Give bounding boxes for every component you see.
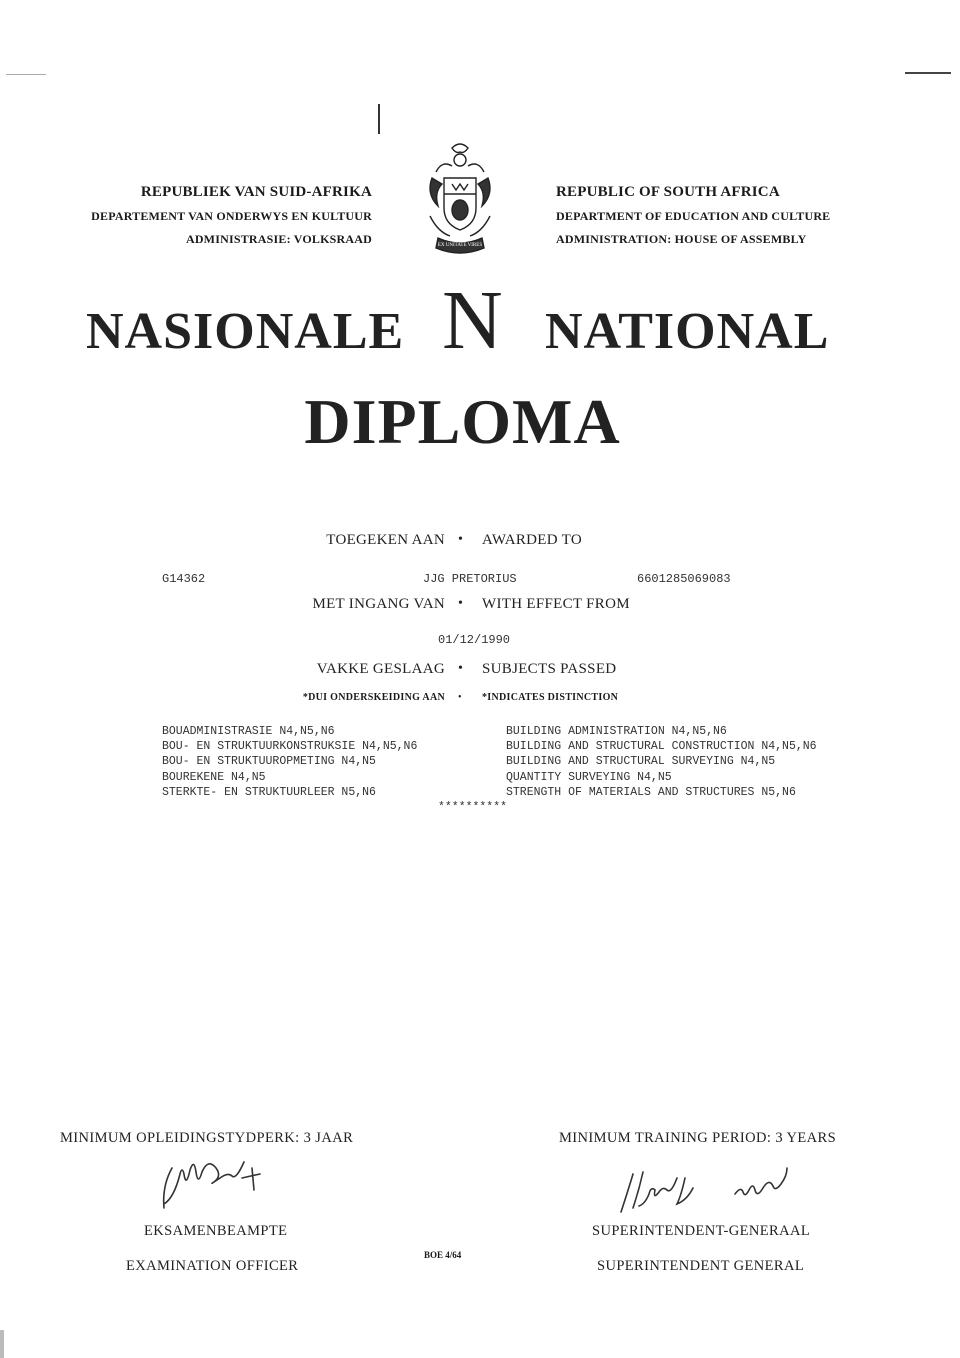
subject-af-3: BOU- EN STRUKTUUROPMETING N4,N5 (162, 755, 376, 769)
superintendent-en: SUPERINTENDENT GENERAL (597, 1258, 805, 1274)
subjects-label-en: SUBJECTS PASSED (482, 661, 617, 677)
subject-af-4: BOUREKENE N4,N5 (162, 770, 266, 784)
recipient-name: JJG PRETORIUS (423, 572, 517, 586)
crest-motto: EX UNITATE VIRES (437, 243, 483, 248)
header-left-line2: DEPARTEMENT VAN ONDERWYS EN KULTUUR (91, 209, 372, 223)
subject-en-2: BUILDING AND STRUCTURAL CONSTRUCTION N4,N5,N6 (506, 740, 817, 754)
scan-mark (378, 104, 380, 134)
subjects-list-en (506, 724, 817, 800)
subject-af-2: BOU- EN STRUKTUURKONSTRUKSIE N4,N5,N6 (162, 740, 418, 754)
header-right-line1: REPUBLIC OF SOUTH AFRICA (556, 184, 780, 200)
superintendent-signature (615, 1160, 815, 1220)
scan-mark (0, 1330, 4, 1358)
title-afrikaans: NASIONALE (86, 303, 405, 360)
subject-en-3: BUILDING AND STRUCTURAL SURVEYING N4,N5 (506, 755, 776, 769)
coat-of-arms-icon (422, 138, 498, 262)
separator-dot: • (458, 532, 464, 547)
title-english: NATIONAL (545, 303, 830, 360)
superintendent-af: SUPERINTENDENT-GENERAAL (592, 1223, 811, 1239)
effect-label-af: MET INGANG VAN (312, 596, 445, 612)
subjects-terminator: ********** (438, 801, 508, 814)
min-period-en: MINIMUM TRAINING PERIOD: 3 YEARS (559, 1130, 837, 1146)
subjects-label-af: VAKKE GESLAAG (316, 661, 445, 677)
diploma-number: G14362 (162, 572, 206, 586)
min-period-af: MINIMUM OPLEIDINGSTYDPERK: 3 JAAR (60, 1130, 354, 1146)
subject-en-5: STRENGTH OF MATERIALS AND STRUCTURES N5,N6 (506, 785, 796, 799)
examination-officer-signature (150, 1160, 290, 1216)
scan-mark (6, 74, 46, 75)
separator-dot: • (458, 661, 464, 676)
id-number: 6601285069083 (637, 572, 731, 586)
awarded-label-en: AWARDED TO (482, 532, 582, 548)
header-right-line3: ADMINISTRATION: HOUSE OF ASSEMBLY (556, 232, 807, 246)
header-right-line2: DEPARTMENT OF EDUCATION AND CULTURE (556, 209, 831, 223)
scan-mark (905, 72, 951, 74)
subject-af-5: STERKTE- EN STRUKTUURLEER N5,N6 (162, 785, 376, 799)
distinction-note-en: *INDICATES DISTINCTION (482, 692, 619, 703)
effect-label-en: WITH EFFECT FROM (482, 596, 630, 612)
effect-date: 01/12/1990 (438, 633, 511, 647)
separator-dot: • (458, 596, 464, 611)
subject-en-1: BUILDING ADMINISTRATION N4,N5,N6 (506, 725, 727, 738)
subject-af-1: BOUADMINISTRASIE N4,N5,N6 (162, 725, 335, 738)
separator-dot: • (458, 692, 462, 703)
title-diploma: DIPLOMA (304, 386, 621, 457)
title-letter-n: N (442, 274, 503, 367)
form-code: BOE 4/64 (424, 1250, 462, 1260)
header-left-line3: ADMINISTRASIE: VOLKSRAAD (185, 232, 372, 246)
awarded-label-af: TOEGEKEN AAN (326, 532, 445, 548)
distinction-note-af: *DUI ONDERSKEIDING AAN (302, 692, 445, 703)
subjects-list-af (162, 724, 417, 800)
examination-officer-af: EKSAMENBEAMPTE (144, 1223, 288, 1239)
examination-officer-en: EXAMINATION OFFICER (126, 1258, 299, 1274)
subject-en-4: QUANTITY SURVEYING N4,N5 (506, 770, 672, 784)
header-left-line1: REPUBLIEK VAN SUID-AFRIKA (140, 184, 372, 200)
